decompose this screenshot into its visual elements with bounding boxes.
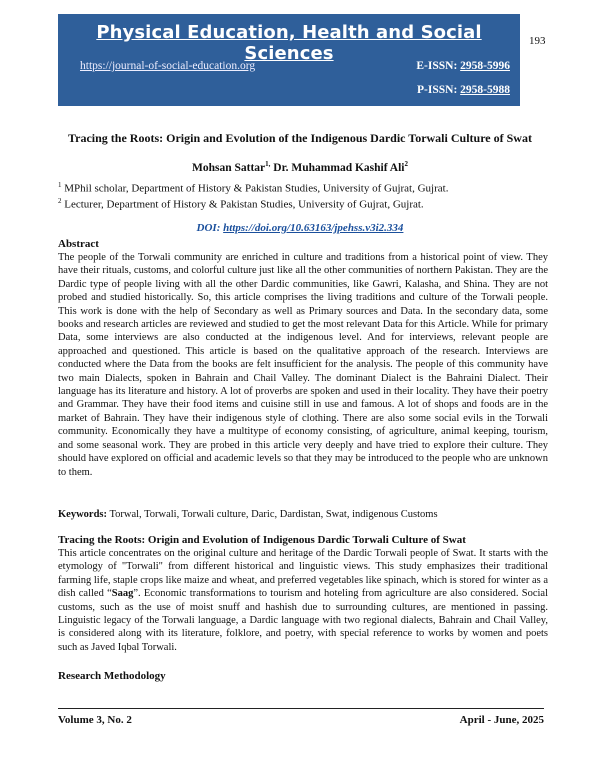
keywords-line <box>58 509 548 520</box>
eissn <box>416 60 510 72</box>
pissn-value[interactable]: 2958-5988 <box>460 84 510 96</box>
methodology-heading: Research Methodology <box>58 670 166 682</box>
pissn <box>417 84 510 96</box>
abstract-text: The people of the Torwali community are enriched in culture and traditions from a historical point of view. They have their rituals, customs, and colorful culture just like all the other communities of northern Pakistan. They are the Dardic type of people living with all the other Dardic communities, like Gawri, Kalasha, and Shina. They are not probed and studied historically. So, this article comprises the living traditions and culture of the Torwali people. This work is done with the help of Secondary as well as Primary sources and Data. In the secondary data, some books and research articles are reviewed and studied to get the most relevant Data for this Article. While for primary Data, some interviews are also conducted at the indigenous level. And for interviews, relevant people are approached and questioned. This article is based on the qualitative approach of the research. Interviews are conducted where the Data from the books are felt insufficient for the analysis. The people of this community have two main Dialects, spoken in Bahrain and Chail Valley. The dominant Dialect is the Bahraini Dialect. Their language has its literature and history. A lot of proverbs are spoken and used in their locality. They have their poetry and Grammar. They have their food items and cuisine still in use and famous. A lot of shops and foods are in the market of Bahrain. They have their indigenous style of clothing. There are also some social evils in the Torwali community. Economically they have a multitype of economy consisting, of agriculture, animal keeping, tourism, and some seasonal work. They are probed in this article very deeply and have tried to explore their culture. They should have explored on official and academic levels so that they may be introduced to the people who are unknown to them. <box>58 252 548 478</box>
author-1-sup: 1, <box>265 160 271 168</box>
authors-line <box>0 160 600 174</box>
intro-text-before: This article concentrates on the original culture and heritage of the Dardic Torwali people of Swat. It starts with the etymology of "Torwali" from different historical and linguistic views. This study emphasizes their traditional farming life, staple crops like maize and wheat, and preferred vegetables like spinach, which is stored for winter as a dish called “ <box>58 548 548 600</box>
footer-date: April - June, 2025 <box>459 714 544 726</box>
article-title: Tracing the Roots: Origin and Evolution of the Indigenous Dardic Torwali Culture of Swat <box>68 131 532 145</box>
intro-text-after: ”. Economic transformations to tourism and hoteling from agriculture are also considered. Social customs, such as the use of moist snuff and hashish due to surrounding cultures, are mentioned in passing. Linguistic legacy of the Torwali language, a Dardic language with two regional dialects, Bahrain and Chail Valley, is considered along with its literature, folklore, and poetry, with special reference to works by women and poets such as Javed Iqbal Torwali. <box>58 588 548 653</box>
journal-title[interactable]: Physical Education, Health and Social Sciences <box>96 22 482 64</box>
page-number: 193 <box>529 35 546 47</box>
author-2: Dr. Muhammad Kashif Ali <box>273 161 405 174</box>
author-2-sup: 2 <box>404 160 408 168</box>
affiliation-2-text: Lecturer, Department of History & Pakistan Studies, University of Gujrat, Gujrat. <box>64 198 424 211</box>
footer-volume: Volume 3, No. 2 <box>58 714 132 726</box>
journal-url-link[interactable]: https://journal-of-social-education.org <box>80 60 256 72</box>
affiliation-2 <box>58 197 424 211</box>
abstract-heading: Abstract <box>58 238 99 250</box>
author-1: Mohsan Sattar <box>192 161 266 174</box>
keywords-text: Torwal, Torwali, Torwali culture, Daric, Dardistan, Swat, indigenous Customs <box>109 509 438 520</box>
intro-bold-word: Saag <box>111 588 134 600</box>
doi-label: DOI: <box>196 222 224 234</box>
eissn-value[interactable]: 2958-5996 <box>460 60 510 72</box>
intro-heading: Tracing the Roots: Origin and Evolution of Indigenous Dardic Torwali Culture of Swat <box>58 534 466 546</box>
intro-text <box>58 547 548 654</box>
eissn-label: E-ISSN: <box>416 60 461 72</box>
affiliation-2-sup: 2 <box>58 197 62 205</box>
affiliation-1-text: MPhil scholar, Department of History & Pakistan Studies, University of Gujrat, Gujrat. <box>64 182 449 195</box>
footer-divider <box>58 708 544 709</box>
doi-line <box>0 222 600 234</box>
pissn-label: P-ISSN: <box>417 84 461 96</box>
affiliation-1-sup: 1 <box>58 181 62 189</box>
keywords-label: Keywords: <box>58 509 107 520</box>
affiliation-1 <box>58 181 448 195</box>
journal-header-banner <box>58 14 520 106</box>
doi-link[interactable]: https://doi.org/10.63163/jpehss.v3i2.334 <box>223 222 404 234</box>
